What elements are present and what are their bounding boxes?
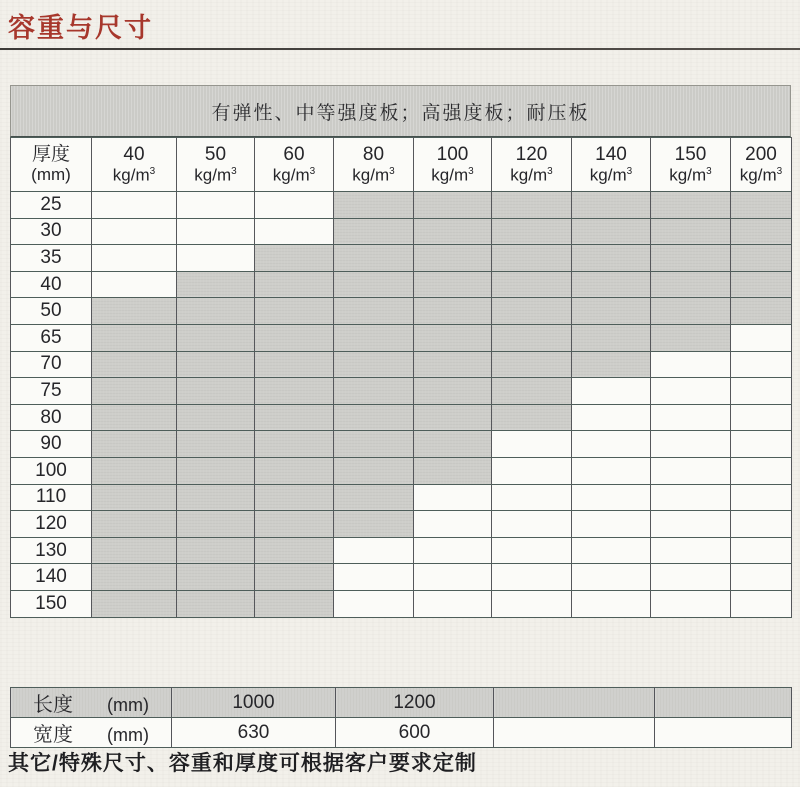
- unavailable-cell: [731, 537, 792, 564]
- density-header-cell: 150 $kg/m^3$: [651, 138, 731, 192]
- unavailable-cell: [651, 351, 731, 378]
- available-cell: [651, 324, 731, 351]
- density-header-cell: 60 $kg/m^3$: [255, 138, 334, 192]
- available-cell: [255, 537, 334, 564]
- available-cell: [255, 511, 334, 538]
- available-cell: [255, 431, 334, 458]
- available-cell: [177, 511, 255, 538]
- spec-caption-text: 有弹性、中等强度板；高强度板；耐压板: [211, 102, 590, 124]
- available-cell: [334, 511, 414, 538]
- available-cell: [651, 245, 731, 272]
- density-header-cell: 40 $kg/m^3$: [92, 138, 177, 192]
- thickness-label: 130: [11, 537, 92, 564]
- thickness-header-line1: 厚度: [31, 144, 70, 166]
- available-cell: [414, 218, 492, 245]
- available-cell: [651, 271, 731, 298]
- available-cell: [255, 564, 334, 591]
- unavailable-cell: [572, 564, 651, 591]
- available-cell: [177, 298, 255, 325]
- unavailable-cell: [492, 457, 572, 484]
- available-cell: [414, 351, 492, 378]
- thickness-label: 150: [11, 590, 92, 617]
- size-value-cell: 630: [172, 718, 336, 748]
- footer-note: 其它/特殊尺寸、容重和厚度可根据客户要求定制: [8, 752, 477, 775]
- unavailable-cell: [177, 192, 255, 219]
- density-table-row: [11, 378, 792, 405]
- available-cell: [572, 271, 651, 298]
- available-cell: [572, 324, 651, 351]
- available-cell: [414, 192, 492, 219]
- available-cell: [572, 298, 651, 325]
- available-cell: [92, 404, 177, 431]
- thickness-label: 140: [11, 564, 92, 591]
- unavailable-cell: [92, 218, 177, 245]
- density-table-row: [11, 431, 792, 458]
- density-table-row: [11, 564, 792, 591]
- unavailable-cell: [572, 457, 651, 484]
- density-header-cell: 140 $kg/m^3$: [572, 138, 651, 192]
- available-cell: [492, 271, 572, 298]
- thickness-label: 70: [11, 351, 92, 378]
- thickness-label: 50: [11, 298, 92, 325]
- unavailable-cell: [492, 537, 572, 564]
- unavailable-cell: [255, 218, 334, 245]
- available-cell: [177, 378, 255, 405]
- density-table-row: [11, 324, 792, 351]
- density-header-cell: 100 $kg/m^3$: [414, 138, 492, 192]
- available-cell: [255, 484, 334, 511]
- size-row-label: [11, 688, 172, 718]
- available-cell: [414, 245, 492, 272]
- available-cell: [572, 218, 651, 245]
- density-table-row: [11, 404, 792, 431]
- density-table-row: [11, 537, 792, 564]
- thickness-label: 35: [11, 245, 92, 272]
- available-cell: [334, 192, 414, 219]
- unavailable-cell: [92, 245, 177, 272]
- density-table-row: [11, 192, 792, 219]
- density-table-row: [11, 351, 792, 378]
- available-cell: [414, 457, 492, 484]
- unavailable-cell: [651, 564, 731, 591]
- available-cell: [492, 192, 572, 219]
- available-cell: [255, 590, 334, 617]
- density-table-row: [11, 271, 792, 298]
- available-cell: [492, 245, 572, 272]
- available-cell: [177, 271, 255, 298]
- unavailable-cell: [572, 484, 651, 511]
- available-cell: [255, 245, 334, 272]
- density-table-row: [11, 298, 792, 325]
- available-cell: [177, 457, 255, 484]
- available-cell: [334, 298, 414, 325]
- unavailable-cell: [651, 378, 731, 405]
- available-cell: [92, 351, 177, 378]
- density-header-row: [11, 138, 792, 192]
- available-cell: [492, 378, 572, 405]
- available-cell: [334, 218, 414, 245]
- available-cell: [572, 245, 651, 272]
- available-cell: [731, 271, 792, 298]
- available-cell: [177, 351, 255, 378]
- unavailable-cell: [731, 564, 792, 591]
- unavailable-cell: [572, 404, 651, 431]
- unavailable-cell: [177, 218, 255, 245]
- density-table-row: [11, 245, 792, 272]
- available-cell: [92, 564, 177, 591]
- unavailable-cell: [334, 537, 414, 564]
- available-cell: [334, 271, 414, 298]
- thickness-label: 80: [11, 404, 92, 431]
- available-cell: [414, 378, 492, 405]
- available-cell: [177, 324, 255, 351]
- density-header-cell: 120 $kg/m^3$: [492, 138, 572, 192]
- available-cell: [177, 590, 255, 617]
- thickness-label: 120: [11, 511, 92, 538]
- thickness-label: 25: [11, 192, 92, 219]
- available-cell: [651, 298, 731, 325]
- unavailable-cell: [255, 192, 334, 219]
- page-title: 容重与尺寸: [8, 13, 153, 43]
- size-empty-cell: [494, 688, 655, 718]
- size-unit-text: (mm): [107, 725, 149, 745]
- available-cell: [334, 378, 414, 405]
- unavailable-cell: [492, 511, 572, 538]
- density-header-cell: 200 $kg/m^3$: [731, 138, 792, 192]
- unavailable-cell: [492, 564, 572, 591]
- available-cell: [492, 404, 572, 431]
- available-cell: [92, 537, 177, 564]
- available-cell: [177, 564, 255, 591]
- unavailable-cell: [731, 457, 792, 484]
- available-cell: [92, 484, 177, 511]
- available-cell: [334, 245, 414, 272]
- size-label-text: 宽度: [33, 724, 73, 746]
- available-cell: [572, 192, 651, 219]
- size-empty-cell: [655, 718, 792, 748]
- available-cell: [334, 404, 414, 431]
- size-value-cell: 600: [336, 718, 494, 748]
- available-cell: [651, 218, 731, 245]
- size-row-label: [11, 718, 172, 748]
- thickness-label: 75: [11, 378, 92, 405]
- available-cell: [255, 324, 334, 351]
- size-table: [10, 687, 792, 748]
- unavailable-cell: [731, 378, 792, 405]
- available-cell: [414, 431, 492, 458]
- unavailable-cell: [572, 378, 651, 405]
- density-table-row: [11, 590, 792, 617]
- density-header-cell: 50 $kg/m^3$: [177, 138, 255, 192]
- available-cell: [492, 218, 572, 245]
- size-empty-cell: [494, 718, 655, 748]
- title-rule: [0, 48, 800, 50]
- density-table-row: [11, 484, 792, 511]
- unavailable-cell: [731, 324, 792, 351]
- available-cell: [92, 324, 177, 351]
- available-cell: [92, 590, 177, 617]
- thickness-label: 65: [11, 324, 92, 351]
- thickness-header-cell: [11, 138, 92, 192]
- thickness-label: 30: [11, 218, 92, 245]
- unavailable-cell: [731, 590, 792, 617]
- available-cell: [414, 324, 492, 351]
- density-header-cell: 80 $kg/m^3$: [334, 138, 414, 192]
- size-table-row: [11, 718, 792, 748]
- spec-caption-bar: [10, 85, 791, 137]
- size-table-row: [11, 688, 792, 718]
- size-value-cell: 1200: [336, 688, 494, 718]
- unavailable-cell: [414, 590, 492, 617]
- density-table-row: [11, 457, 792, 484]
- available-cell: [255, 378, 334, 405]
- unavailable-cell: [731, 431, 792, 458]
- available-cell: [414, 298, 492, 325]
- available-cell: [731, 245, 792, 272]
- unavailable-cell: [572, 590, 651, 617]
- available-cell: [334, 484, 414, 511]
- unavailable-cell: [492, 431, 572, 458]
- available-cell: [177, 431, 255, 458]
- size-table-body: [11, 688, 792, 748]
- available-cell: [572, 351, 651, 378]
- available-cell: [255, 271, 334, 298]
- unavailable-cell: [414, 484, 492, 511]
- unavailable-cell: [334, 564, 414, 591]
- available-cell: [92, 431, 177, 458]
- unavailable-cell: [731, 404, 792, 431]
- available-cell: [92, 298, 177, 325]
- thickness-label: 40: [11, 271, 92, 298]
- unavailable-cell: [414, 511, 492, 538]
- unavailable-cell: [651, 537, 731, 564]
- unavailable-cell: [572, 511, 651, 538]
- available-cell: [492, 351, 572, 378]
- available-cell: [255, 404, 334, 431]
- unavailable-cell: [651, 457, 731, 484]
- thickness-header-line2: (mm): [31, 165, 71, 185]
- unavailable-cell: [177, 245, 255, 272]
- unavailable-cell: [651, 431, 731, 458]
- size-unit-text: (mm): [107, 695, 149, 715]
- available-cell: [731, 298, 792, 325]
- density-table-row: [11, 511, 792, 538]
- unavailable-cell: [651, 590, 731, 617]
- unavailable-cell: [92, 192, 177, 219]
- unavailable-cell: [651, 404, 731, 431]
- unavailable-cell: [414, 564, 492, 591]
- available-cell: [414, 404, 492, 431]
- unavailable-cell: [492, 484, 572, 511]
- unavailable-cell: [651, 511, 731, 538]
- size-label-text: 长度: [33, 694, 73, 716]
- available-cell: [334, 324, 414, 351]
- density-table-row: [11, 218, 792, 245]
- thickness-label: 110: [11, 484, 92, 511]
- thickness-label: 90: [11, 431, 92, 458]
- available-cell: [255, 457, 334, 484]
- available-cell: [334, 431, 414, 458]
- thickness-label: 100: [11, 457, 92, 484]
- available-cell: [492, 324, 572, 351]
- available-cell: [177, 537, 255, 564]
- size-value-cell: 1000: [172, 688, 336, 718]
- unavailable-cell: [731, 511, 792, 538]
- available-cell: [177, 484, 255, 511]
- unavailable-cell: [731, 351, 792, 378]
- available-cell: [255, 351, 334, 378]
- available-cell: [92, 511, 177, 538]
- unavailable-cell: [731, 484, 792, 511]
- available-cell: [414, 271, 492, 298]
- available-cell: [731, 218, 792, 245]
- available-cell: [92, 457, 177, 484]
- available-cell: [334, 351, 414, 378]
- unavailable-cell: [92, 271, 177, 298]
- available-cell: [334, 457, 414, 484]
- unavailable-cell: [572, 431, 651, 458]
- available-cell: [177, 404, 255, 431]
- available-cell: [651, 192, 731, 219]
- unavailable-cell: [651, 484, 731, 511]
- density-table: [10, 137, 792, 618]
- available-cell: [731, 192, 792, 219]
- size-empty-cell: [655, 688, 792, 718]
- available-cell: [492, 298, 572, 325]
- unavailable-cell: [334, 590, 414, 617]
- unavailable-cell: [414, 537, 492, 564]
- available-cell: [92, 378, 177, 405]
- available-cell: [255, 298, 334, 325]
- density-table-body: [11, 192, 792, 618]
- unavailable-cell: [572, 537, 651, 564]
- unavailable-cell: [492, 590, 572, 617]
